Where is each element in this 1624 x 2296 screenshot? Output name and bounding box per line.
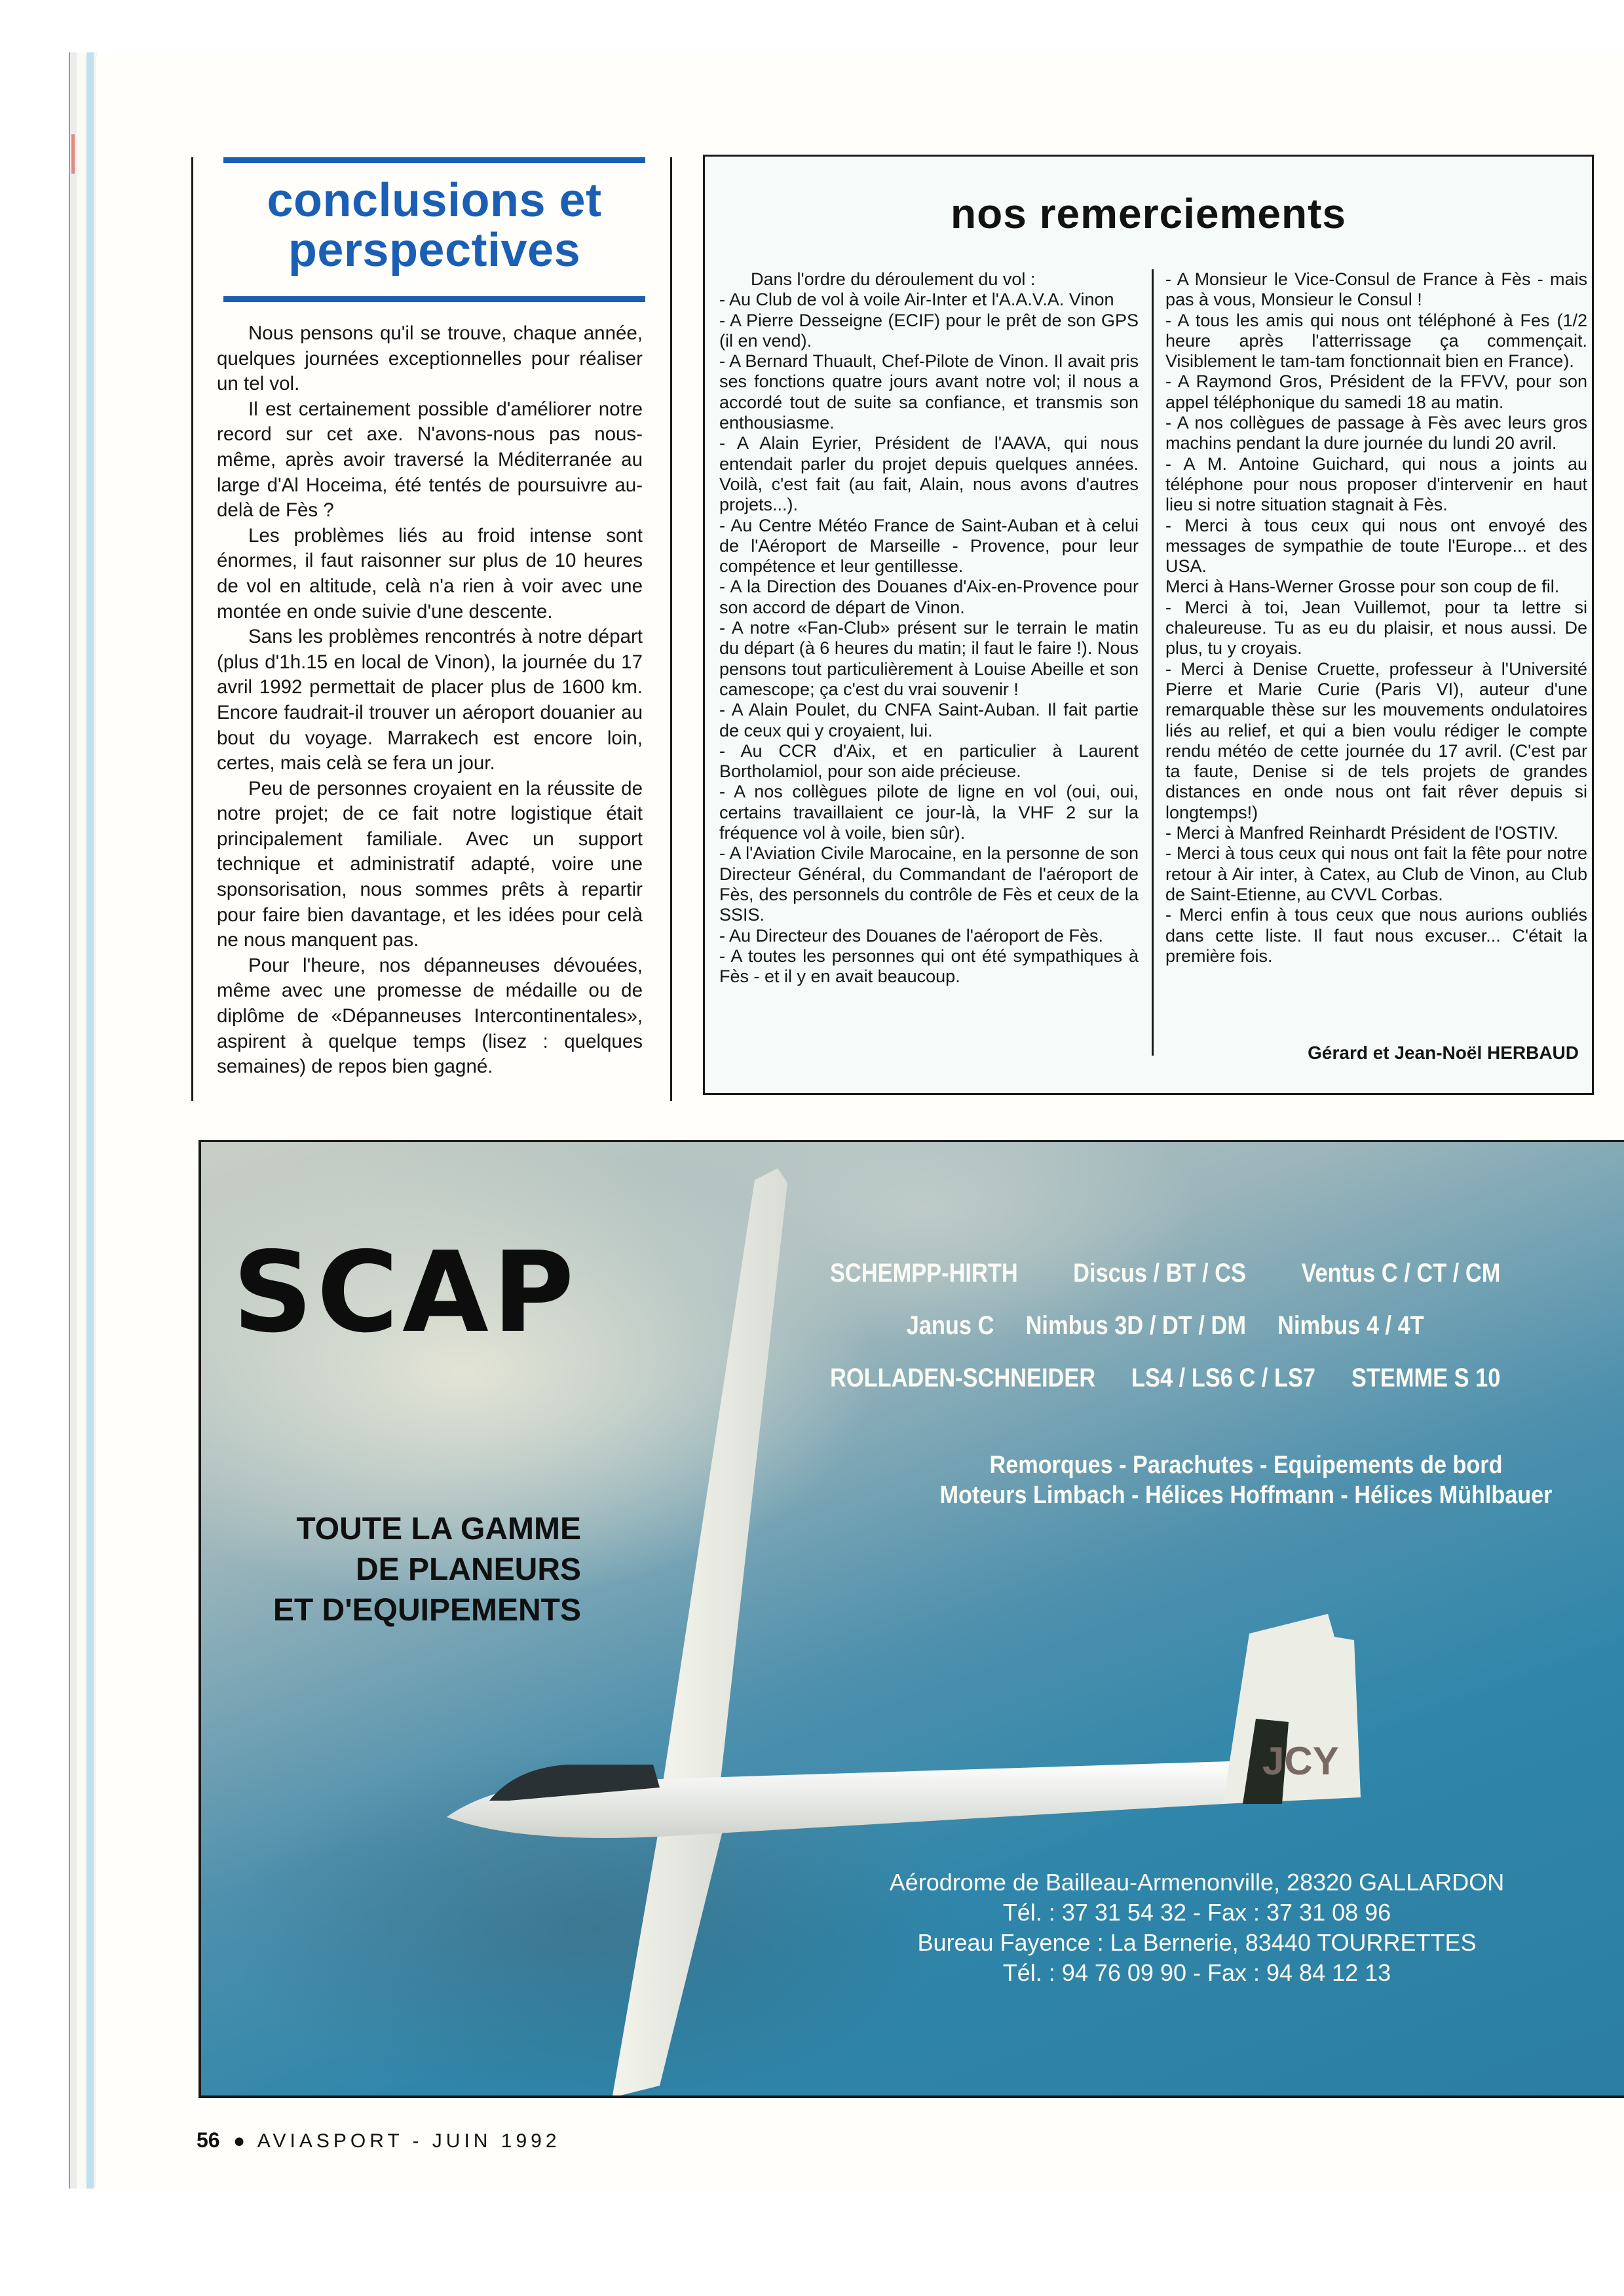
thanks-item: - A M. Antoine Guichard, qui nous a joints au téléphone pour nous proposer d'intervenir en haut lieu si notre situation stagnait à Fès.	[1165, 453, 1587, 515]
phone-line: Tél. : 37 31 54 32 - Fax : 37 31 08 96	[1002, 1899, 1391, 1926]
brand-name: ROLLADEN-SCHNEIDER	[830, 1364, 1096, 1392]
brand-models: Discus / BT / CS	[1073, 1259, 1246, 1288]
brand-models: Ventus C / CT / CM	[1301, 1259, 1501, 1288]
thanks-item: - A l'Aviation Civile Marocaine, en la personne de son Directeur Général, du Commandant de l'aéroport de Fès, des personnels du contrôle de Fès et ceux de la SSIS.	[719, 843, 1139, 925]
heading-rule-top	[223, 157, 645, 163]
thanks-item: - Merci à tous ceux qui nous ont fait la fête pour notre retour à Air inter, à Catex, au Club de Vinon, au Club de Saint-Etienne, au CVVL Corbas.	[1165, 843, 1587, 904]
publication-name: AVIASPORT - JUIN 1992	[257, 2130, 561, 2152]
address-line: Bureau Fayence : La Bernerie, 83440 TOURRETTES	[917, 1929, 1477, 1956]
brand-row	[830, 1299, 1500, 1352]
thanks-column-divider	[1152, 269, 1154, 1056]
thanks-item: - A la Direction des Douanes d'Aix-en-Provence pour son accord de départ de Vinon.	[719, 577, 1139, 617]
paragraph: Peu de personnes croyaient en la réussite de notre projet; de ce fait notre logistique était principalement familiale. Avec un support technique et administratif adapté, voire une sponsorisation, nous sommes prêts à repartir pour faire bien davantage, et les idées pour celà ne nous manquent pas.	[217, 777, 643, 951]
brand-models: Janus C	[906, 1311, 994, 1340]
equipment-list	[913, 1450, 1579, 1510]
brand-models: LS4 / LS6 C / LS7	[1131, 1364, 1316, 1392]
brand-name: STEMME S 10	[1351, 1364, 1501, 1392]
thanks-item: - A toutes les personnes qui ont été sympathiques à Fès - et il y en avait beaucoup.	[719, 946, 1139, 987]
conclusions-heading: conclusions et perspectives	[267, 174, 602, 277]
thanks-item: - Merci à Denise Cruette, professeur à l'Université Pierre et Marie Curie (Paris VI), auteur d'une remarquable thèse sur les mouvements ondulatoires liés au relief, et qui a bien voulu rédiger le compte rendu météo de cette journée du 17 avril. (C'est par ta faute, Denise si de tels projets de grandes distances en onde nous ont fait rêver depuis si longtemps!)	[1165, 659, 1587, 822]
thanks-item: - Merci enfin à tous ceux que nous aurions oubliés dans cette liste. Il faut nous excuser... C'était la première fois.	[1165, 905, 1587, 966]
glider-lower-wing	[613, 1820, 725, 2095]
thanks-column-1	[719, 269, 1139, 987]
paragraph: Pour l'heure, nos dépanneuses dévouées, même avec une promesse de médaille ou de diplôme de «Dépanneuses Intercontinentales», aspirent à quelque temps (lisez : quelques semaines) de repos bien gagné.	[217, 954, 643, 1078]
thanks-item: - A Monsieur le Vice-Consul de France à Fès - mais pas à vous, Monsieur le Consul !	[1165, 269, 1587, 310]
column-rule	[670, 157, 672, 1101]
scap-logo: SCAP	[233, 1228, 578, 1358]
thanks-item: - A Pierre Desseigne (ECIF) pour le prêt de son GPS (il en vend).	[719, 310, 1139, 351]
thanks-item: - A nos collègues pilote de ligne en vol (oui, oui, certains travaillaient ce jour-là, la VHF 2 sur la fréquence vol à voile, bien sûr).	[719, 782, 1139, 843]
glider-upper-wing	[660, 1168, 787, 1804]
glider-tail-marking: JCY	[1262, 1739, 1339, 1783]
paragraph: Sans les problèmes rencontrés à notre départ (plus d'1h.15 en local de Vinon), la journée du 17 avril 1992 permettait de placer plus de 1600 km. Encore faudrait-il trouver un aéroport douanier au bout du voyage. Marrakech est encore loin, certes, mais celà se fera un jour.	[217, 626, 643, 775]
page-number: 56	[197, 2128, 220, 2152]
conclusions-section	[191, 157, 671, 1101]
contact-info	[791, 1867, 1603, 1988]
thanks-box	[703, 155, 1594, 1095]
thanks-item: - A tous les amis qui nous ont téléphoné à Fes (1/2 heure après l'atterrissage ça commençait. Visiblement le tam-tam fonctionnait bien en France).	[1165, 310, 1587, 372]
brand-row	[830, 1247, 1500, 1299]
thanks-item: - Au Directeur des Douanes de l'aéroport de Fès.	[719, 925, 1103, 946]
page-footer	[197, 2128, 561, 2152]
heading-rule-bottom	[223, 296, 645, 302]
brand-models: Nimbus 3D / DT / DM	[1025, 1311, 1246, 1340]
thanks-item: Merci à Hans-Werner Grosse pour son coup de fil.	[1165, 577, 1560, 597]
equipment-line: Moteurs Limbach - Hélices Hoffmann - Hélices Mühlbauer	[939, 1482, 1553, 1509]
thanks-item: - Merci à Manfred Reinhardt Président de l'OSTIV.	[1165, 823, 1558, 843]
paragraph: Nous pensons qu'il se trouve, chaque année, quelques journées exceptionnelles pour réaliser un tel vol.	[217, 322, 643, 395]
thanks-item: - A nos collègues de passage à Fès avec leurs gros machins pendant la dure journée du lundi 20 avril.	[1165, 413, 1587, 453]
thanks-item: - A Alain Eyrier, Président de l'AAVA, qui nous entendait parler du projet depuis quelques années. Voilà, c'est fait (au fait, Alain, nous avons d'autres projets...).	[719, 433, 1139, 515]
conclusions-body	[217, 321, 643, 1080]
thanks-item: - Au CCR d'Aix, et en particulier à Laurent Bortholamiol, pour son aide précieuse.	[719, 740, 1139, 782]
thanks-column-2	[1165, 269, 1587, 966]
ad-tagline	[227, 1509, 581, 1631]
author-signature: Gérard et Jean-Noël HERBAUD	[1308, 1043, 1579, 1063]
thanks-item: - A Bernard Thuault, Chef-Pilote de Vinon. Il avait pris ses fonctions quatre jours avant notre vol; il nous a accordé tout de suite sa confiance, et transmis son enthousiasme.	[719, 351, 1139, 433]
bullet-icon: ●	[233, 2130, 246, 2152]
magazine-page-edge	[69, 52, 98, 2189]
scap-advertisement	[198, 1140, 1624, 2098]
glider-brand-list	[830, 1247, 1500, 1404]
phone-line: Tél. : 94 76 09 90 - Fax : 94 84 12 13	[1002, 1959, 1391, 1986]
thanks-item: - A Alain Poulet, du CNFA Saint-Auban. Il fait partie de ceux qui y croyaient, lui.	[719, 700, 1139, 740]
brand-models: Nimbus 4 / 4T	[1277, 1311, 1424, 1340]
thanks-item: - Au Club de vol à voile Air-Inter et l'A.A.V.A. Vinon	[719, 290, 1114, 310]
thanks-heading: nos remerciements	[951, 190, 1346, 237]
thanks-item: - A notre «Fan-Club» présent sur le terrain le matin du départ (à 6 heures du matin; il faut le faire !). Nous pensons tout particulièrement à Louise Abeille et son camescope; ça c'est du vrai souvenir !	[719, 618, 1139, 699]
thanks-item: - Merci à tous ceux qui nous ont envoyé des messages de sympathie de toute l'Europe... et des USA.	[1165, 515, 1587, 577]
brand-row	[830, 1352, 1500, 1404]
thanks-intro: Dans l'ordre du déroulement du vol :	[751, 269, 1036, 289]
tagline-line: ET D'EQUIPEMENTS	[273, 1593, 581, 1628]
paragraph: Il est certainement possible d'améliorer notre record sur cet axe. N'avons-nous pas nous-même, après avoir traversé la Méditerranée au large d'Al Hoceima, été tentés de poursuivre au-delà de Fès ?	[217, 398, 643, 522]
tagline-line: DE PLANEURS	[355, 1552, 581, 1587]
equipment-line: Remorques - Parachutes - Equipements de bord	[989, 1451, 1503, 1479]
thanks-item: - Au Centre Météo France de Saint-Auban et à celui de l'Aéroport de Marseille - Provence, pour leur compétence et leur gentillesse.	[719, 515, 1139, 577]
thanks-item: - Merci à toi, Jean Vuillemot, pour ta lettre si chaleureuse. Tu as eu du plaisir, et nous aussi. De plus, tu y croyais.	[1165, 597, 1587, 659]
tagline-line: TOUTE LA GAMME	[296, 1512, 581, 1546]
address-line: Aérodrome de Bailleau-Armenonville, 28320 GALLARDON	[889, 1869, 1505, 1896]
thanks-item: - A Raymond Gros, Président de la FFVV, pour son appel téléphonique du samedi 18 au matin.	[1165, 372, 1587, 412]
brand-name: SCHEMPP-HIRTH	[830, 1259, 1018, 1288]
paragraph: Les problèmes liés au froid intense sont énormes, il faut raisonner sur plus de 10 heures de vol en altitude, celà n'a rien à voir avec une montée en onde suivie d'une descente.	[217, 524, 643, 622]
